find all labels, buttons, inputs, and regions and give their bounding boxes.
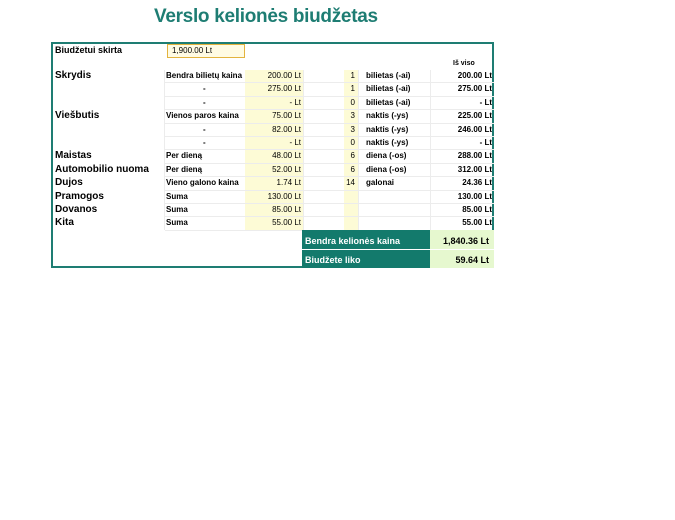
row-total: 55.00 Lt [462, 218, 492, 228]
unit-price[interactable]: 48.00 Lt [272, 151, 301, 161]
row-total: 275.00 Lt [457, 84, 492, 94]
unit-label: bilietas (-ai) [366, 84, 411, 94]
unit-price[interactable]: 52.00 Lt [272, 164, 301, 174]
item-description: Bendra bilietų kaina [166, 71, 243, 80]
unit-price[interactable]: 85.00 Lt [272, 205, 301, 214]
budget-remaining-label: Biudžete liko [305, 255, 361, 265]
budget-label: Biudžetui skirta [55, 45, 123, 55]
quantity[interactable]: 0 [350, 138, 355, 147]
quantity[interactable]: 6 [350, 151, 355, 161]
quantity[interactable]: 6 [350, 164, 355, 174]
row-total: 85.00 Lt [462, 205, 492, 214]
unit-label: naktis (-ys) [366, 111, 409, 121]
trip-total-value: 1,840.36 Lt [442, 236, 489, 246]
unit-price[interactable]: 55.00 Lt [272, 218, 301, 228]
page-title: Verslo kelionės biudžetas [154, 6, 378, 27]
item-description: - [203, 84, 206, 94]
item-description: - [203, 97, 206, 107]
budget-input[interactable]: 1,900.00 Lt [167, 44, 245, 58]
unit-price[interactable]: 130.00 Lt [267, 191, 301, 201]
budget-sheet [51, 42, 494, 268]
quantity[interactable]: 3 [350, 111, 355, 121]
item-description: Vienos paros kaina [166, 111, 239, 121]
row-total: 312.00 Lt [457, 164, 492, 174]
row-total: - Lt [479, 138, 492, 147]
total-column-header: Iš viso [453, 60, 475, 67]
quantity[interactable]: 1 [350, 84, 355, 94]
unit-label: galonai [366, 178, 395, 188]
row-total: 225.00 Lt [457, 111, 492, 121]
row-total: 130.00 Lt [457, 191, 492, 201]
row-total: 200.00 Lt [457, 71, 492, 80]
unit-price[interactable]: 200.00 Lt [267, 71, 301, 80]
category-label: Dujos [55, 177, 83, 189]
trip-total-label: Bendra kelionės kaina [305, 236, 401, 246]
item-description: Suma [166, 205, 188, 214]
category-label: Automobilio nuoma [55, 163, 149, 175]
unit-price[interactable]: 75.00 Lt [272, 111, 301, 121]
row-total: - Lt [479, 97, 492, 107]
unit-label: bilietas (-ai) [366, 71, 411, 80]
item-description: Suma [166, 218, 188, 228]
category-label: Pramogos [55, 190, 104, 202]
category-label: Kita [55, 217, 74, 229]
unit-price[interactable]: - Lt [289, 138, 301, 147]
unit-price[interactable]: 1.74 Lt [276, 178, 301, 188]
unit-label: naktis (-ys) [366, 138, 409, 147]
category-label: Viešbutis [55, 110, 100, 122]
quantity[interactable]: 3 [350, 124, 355, 134]
row-total: 246.00 Lt [457, 124, 492, 134]
item-description: Vieno galono kaina [166, 178, 239, 188]
item-description: - [203, 138, 206, 147]
unit-label: bilietas (-ai) [366, 97, 411, 107]
budget-remaining-value: 59.64 Lt [455, 255, 489, 265]
row-total: 288.00 Lt [457, 151, 492, 161]
category-label: Dovanos [55, 204, 98, 215]
summary-divider [302, 249, 494, 250]
unit-price[interactable]: 82.00 Lt [272, 124, 301, 134]
unit-label: diena (-os) [366, 164, 407, 174]
category-label: Skrydis [55, 70, 92, 81]
unit-label: diena (-os) [366, 151, 407, 161]
quantity[interactable]: 0 [350, 97, 355, 107]
item-description: Per dieną [166, 151, 203, 161]
quantity[interactable]: 1 [350, 71, 355, 80]
unit-price[interactable]: 275.00 Lt [267, 84, 301, 94]
item-description: Suma [166, 191, 188, 201]
row-total: 24.36 Lt [462, 178, 492, 188]
quantity[interactable]: 14 [346, 178, 355, 188]
category-label: Maistas [55, 150, 92, 162]
item-description: Per dieną [166, 164, 203, 174]
unit-label: naktis (-ys) [366, 124, 409, 134]
item-description: - [203, 124, 206, 134]
unit-price[interactable]: - Lt [289, 97, 301, 107]
